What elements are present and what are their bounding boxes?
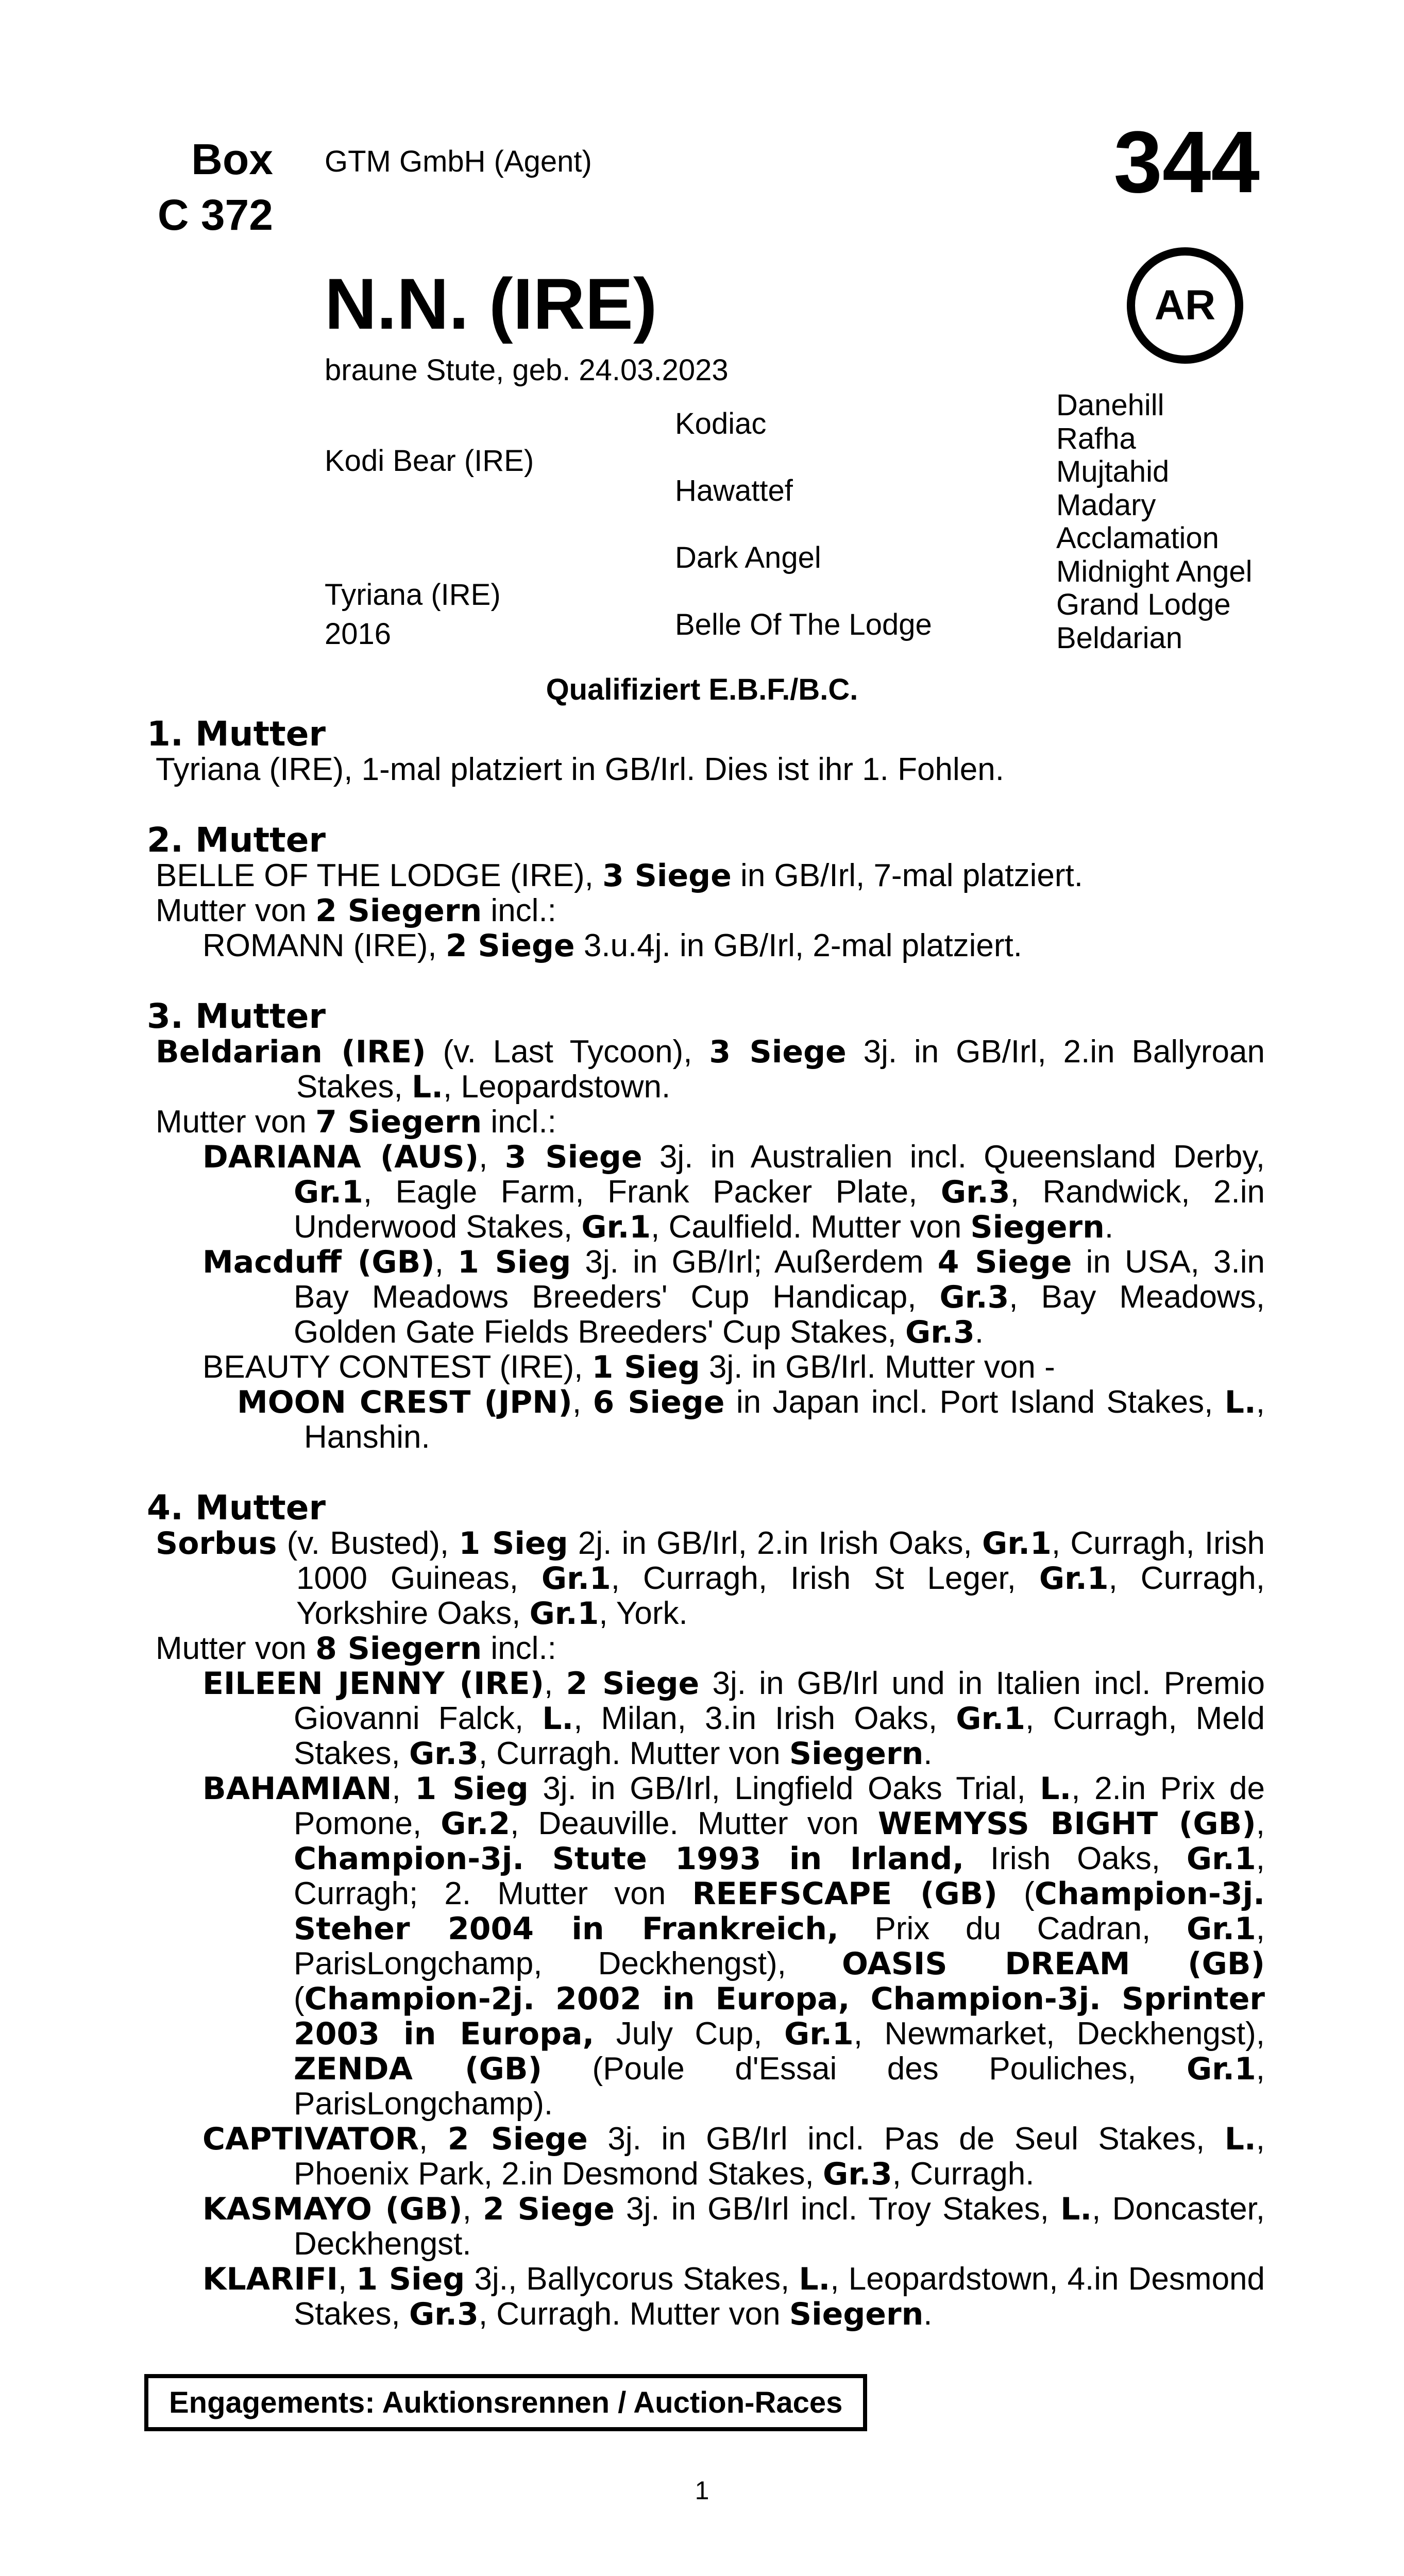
box-label [119, 131, 273, 243]
pedigree-dam: Tyriana (IRE) [325, 578, 501, 612]
mother-3-progeny-2: Macduff (GB), 1 Sieg 3j. in GB/Irl; Außerdem 4 Siege in USA, 3.in Bay Meadows Breeders' Cup Handicap, Gr.3, Bay Meadows, Golden Gate Fields Breeders' Cup Stakes, Gr.3. [202, 1244, 1265, 1350]
mother-4-progeny-1: EILEEN JENNY (IRE), 2 Siege 3j. in GB/Irl und in Italien incl. Premio Giovanni Falck, L., Milan, 3.in Irish Oaks, Gr.1, Curragh, Meld Stakes, Gr.3, Curragh. Mutter von Siegern. [202, 1666, 1265, 1772]
mother-3-progeny-3: BEAUTY CONTEST (IRE), 1 Sieg 3j. in GB/Irl. Mutter von - [202, 1349, 1055, 1385]
mother-2-section [147, 822, 1265, 963]
mother-4-progeny-2: BAHAMIAN, 1 Sieg 3j. in GB/Irl, Lingfield Oaks Trial, L., 2.in Prix de Pomone, Gr.2, Deauville. Mutter von WEMYSS BIGHT (GB), Champion-3j. Stute 1993 in Irland, Irish Oaks, Gr.1, Curragh; 2. Mutter von REEFSCAPE (GB) (Champion-3j. Steher 2004 in Frankreich, Prix du Cadran, Gr.1, ParisLongchamp, Deckhengst), OASIS DREAM (GB) (Champion-2j. 2002 in Europa, Champion-3j. Sprinter 2003 in Europa, July Cup, Gr.1, Newmarket, Deckhengst), ZENDA (GB) (Poule d'Essai des Pouliches, Gr.1, ParisLongchamp). [202, 1771, 1265, 2122]
mother-1-section [147, 716, 1265, 787]
pedigree-sire-sire: Kodiac [675, 407, 767, 440]
ar-badge-icon [1127, 247, 1243, 364]
mother-3-section [147, 998, 1265, 1455]
gg-5: Acclamation [1056, 521, 1219, 555]
pedigree-dam-dam: Belle Of The Lodge [675, 608, 932, 641]
mother-1-heading: 1. Mutter [147, 714, 326, 754]
pedigree-sire-dam: Hawattef [675, 474, 793, 507]
mother-3-progeny-3-offspring: MOON CREST (JPN), 6 Siege in Japan incl. Port Island Stakes, L., Hanshin. [237, 1384, 1265, 1455]
gg-1: Danehill [1056, 388, 1164, 422]
mother-3-heading: 3. Mutter [147, 996, 326, 1036]
qualification: Qualifiziert E.B.F./B.C. [546, 673, 858, 706]
gg-3: Mujtahid [1056, 455, 1170, 488]
mother-4-progeny-3: CAPTIVATOR, 2 Siege 3j. in GB/Irl incl. Pas de Seul Stakes, L., Phoenix Park, 2.in Desmond Stakes, Gr.3, Curragh. [202, 2121, 1265, 2192]
box-label-line2: C 372 [157, 191, 273, 239]
mother-2-heading: 2. Mutter [147, 820, 326, 860]
mother-2-produce-header: Mutter von 2 Siegern incl.: [156, 893, 556, 929]
lot-number: 344 [1113, 113, 1260, 211]
mother-3-produce-header: Mutter von 7 Siegern incl.: [156, 1104, 556, 1140]
horse-description: braune Stute, geb. 24.03.2023 [325, 353, 729, 387]
box-label-line1: Box [191, 135, 273, 183]
page-number: 1 [695, 2476, 709, 2505]
mother-4-heading: 4. Mutter [147, 1488, 326, 1528]
gg-7: Grand Lodge [1056, 588, 1231, 621]
mother-2-progeny-1: ROMANN (IRE), 2 Siege 3.u.4j. in GB/Irl, 2-mal platziert. [202, 928, 1022, 964]
gg-2: Rafha [1056, 421, 1136, 455]
pedigree-dam-year: 2016 [325, 617, 392, 651]
ar-badge-text: AR [1154, 282, 1216, 329]
pedigree-sire: Kodi Bear (IRE) [325, 444, 534, 478]
mother-4-progeny-5: KLARIFI, 1 Sieg 3j., Ballycorus Stakes, L., Leopardstown, 4.in Desmond Stakes, Gr.3, Curragh. Mutter von Siegern. [202, 2261, 1265, 2332]
gg-4: Madary [1056, 488, 1156, 522]
pedigree-great-grandparents [1056, 389, 1252, 655]
mother-3-dam: Beldarian (IRE) (v. Last Tycoon), 3 Siege 3j. in GB/Irl, 2.in Ballyroan Stakes, L., Leopardstown. [156, 1034, 1265, 1105]
mother-1-text: Tyriana (IRE), 1-mal platziert in GB/Irl. Dies ist ihr 1. Fohlen. [156, 752, 1004, 787]
horse-name: N.N. (IRE) [325, 263, 657, 344]
gg-6: Midnight Angel [1056, 554, 1253, 588]
dam-line [147, 716, 1265, 2367]
mother-4-produce-header: Mutter von 8 Siegern incl.: [156, 1631, 556, 1667]
mother-2-dam: BELLE OF THE LODGE (IRE), 3 Siege in GB/Irl, 7-mal platziert. [156, 858, 1084, 894]
mother-4-section [147, 1490, 1265, 2332]
mother-4-progeny-4: KASMAYO (GB), 2 Siege 3j. in GB/Irl incl. Troy Stakes, L., Doncaster, Deckhengst. [202, 2191, 1265, 2262]
mother-4-dam: Sorbus (v. Busted), 1 Sieg 2j. in GB/Irl, 2.in Irish Oaks, Gr.1, Curragh, Irish 1000 Guineas, Gr.1, Curragh, Irish St Leger, Gr.1, Curragh, Yorkshire Oaks, Gr.1, York. [156, 1526, 1265, 1632]
engagements-box: Engagements: Auktionsrennen / Auction-Races [144, 2374, 867, 2431]
agent-name: GTM GmbH (Agent) [325, 145, 592, 178]
gg-8: Beldarian [1056, 621, 1183, 655]
mother-3-progeny-1: DARIANA (AUS), 3 Siege 3j. in Australien incl. Queensland Derby, Gr.1, Eagle Farm, Frank Packer Plate, Gr.3, Randwick, 2.in Underwood Stakes, Gr.1, Caulfield. Mutter von Siegern. [202, 1139, 1265, 1245]
pedigree-dam-sire: Dark Angel [675, 541, 821, 574]
